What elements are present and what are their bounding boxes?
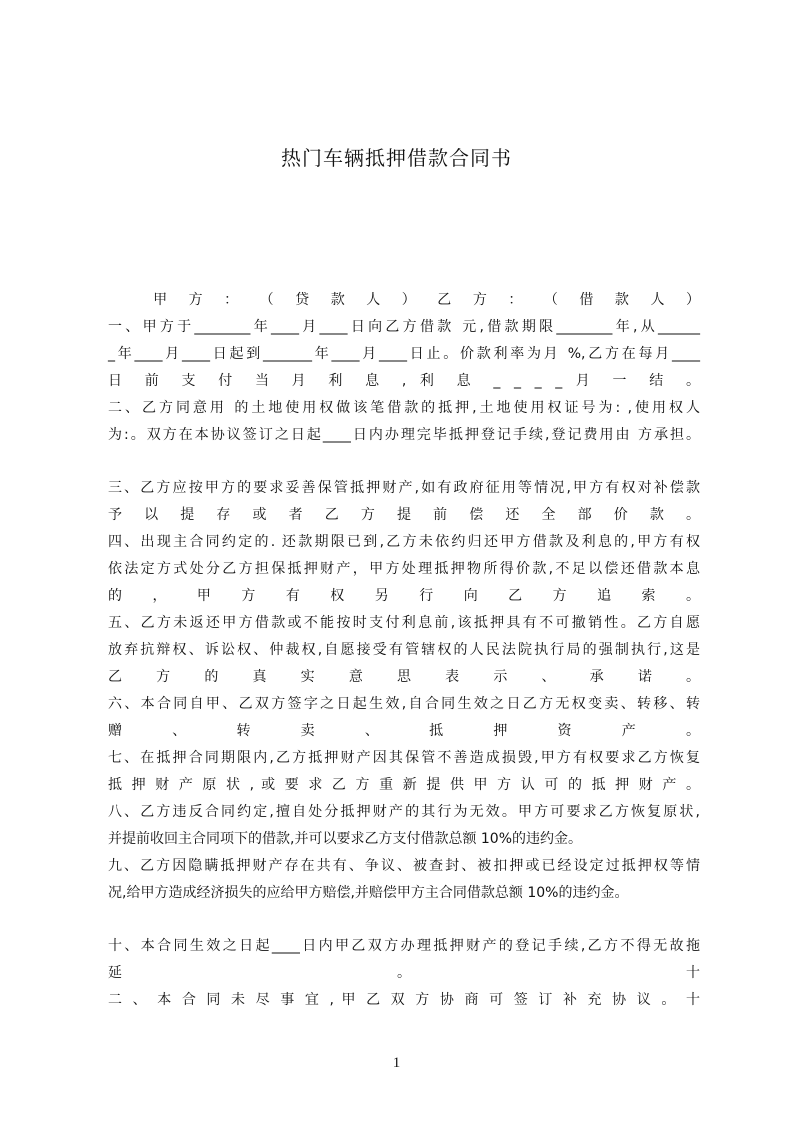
clause-line: 予 以 提 存 或 者 乙 方 提 前 偿 还 全 部 价 款 。: [108, 507, 700, 523]
clause-line: 抵 押 财 产 原 状 , 或 要 求 乙 方 重 新 提 供 甲 方 认 可 的 抵 押 财 产 。: [108, 777, 700, 793]
clause-line: 赠 、 转 卖 、 抵 押 资 产 。: [108, 723, 700, 739]
clause-line: 八、乙方违反合同约定,擅自处分抵押财产的其行为无效。甲方可要求乙方恢复原状,: [108, 804, 700, 820]
clause-line: 依法定方式处分乙方担保抵押财产，甲方处理抵押物所得价款,不足以偿还借款本息: [108, 561, 700, 577]
document-title: 热门车辆抵押借款合同书: [281, 146, 512, 170]
clause-line: 三、乙方应按甲方的要求妥善保管抵押财产,如有政府征用等情况,甲方有权对补偿款: [108, 480, 700, 496]
clause-line: 乙 方 的 真 实 意 思 表 示 、 承 诺 。: [108, 669, 700, 685]
clause-line: 四、出现主合同约定的. 还款期限已到,乙方未依约归还甲方借款及利息的,甲方有权: [108, 534, 700, 550]
clause-line: 并提前收回主合同项下的借款,并可以要求乙方支付借款总额 10%的违约金。: [108, 831, 583, 847]
clause-line: 七、在抵押合同期限内,乙方抵押财产因其保管不善造成损毁,甲方有权要求乙方恢复: [108, 750, 700, 766]
clause-line: 为:。双方在本协议签订之日起____日内办理完毕抵押登记手续,登记费用由 方承担。: [108, 427, 700, 443]
clause-line: 二、乙方同意用 的土地使用权做该笔借款的抵押,土地使用权证号为: ,使用权人: [108, 400, 700, 416]
clause-line: 延 。 十: [108, 965, 700, 981]
clause-line: 五、乙方未返还甲方借款或不能按时支付利息前,该抵押具有不可撤销性。乙方自愿: [108, 615, 700, 631]
clause-line: 九、乙方因隐瞒抵押财产存在共有、争议、被查封、被扣押或已经设定过抵押权等情: [108, 858, 700, 874]
clause-line: 况,给甲方造成经济损失的应给甲方赔偿,并赔偿甲方主合同借款总额 10%的违约金。: [108, 885, 629, 901]
clause-line: 的 ， 甲 方 有 权 另 行 向 乙 方 追 索 。: [108, 588, 700, 604]
page-number: 1: [392, 1055, 401, 1071]
clause-line: 日 前 支 付 当 月 利 息 , 利 息 _ _ _ _ 月 一 结 。: [108, 373, 700, 389]
clause-line: 一、甲方于________年____月____日向乙方借款 元,借款期限________年,从______: [108, 319, 700, 335]
clause-line: 二 、 本 合 同 未 尽 事 宜 , 甲 乙 双 方 协 商 可 签 订 补 充 协 议 。 十: [108, 992, 700, 1008]
clause-line: 十、本合同生效之日起____日内甲乙双方办理抵押财产的登记手续,乙方不得无故拖: [108, 938, 700, 954]
parties-line: 甲 方 ： （ 贷 款 人 ） 乙 方 ： （ 借 款 人 ）: [108, 292, 700, 308]
clause-line: 六、本合同自甲、乙双方签字之日起生效,自合同生效之日乙方无权变卖、转移、转: [108, 696, 700, 712]
clause-line: 放弃抗辩权、诉讼权、仲裁权,自愿接受有管辖权的人民法院执行局的强制执行,这是: [108, 642, 700, 658]
clause-line: _年____月____日起到_______年____月____日止。价款利率为月 %,乙方在每月____: [108, 346, 700, 362]
